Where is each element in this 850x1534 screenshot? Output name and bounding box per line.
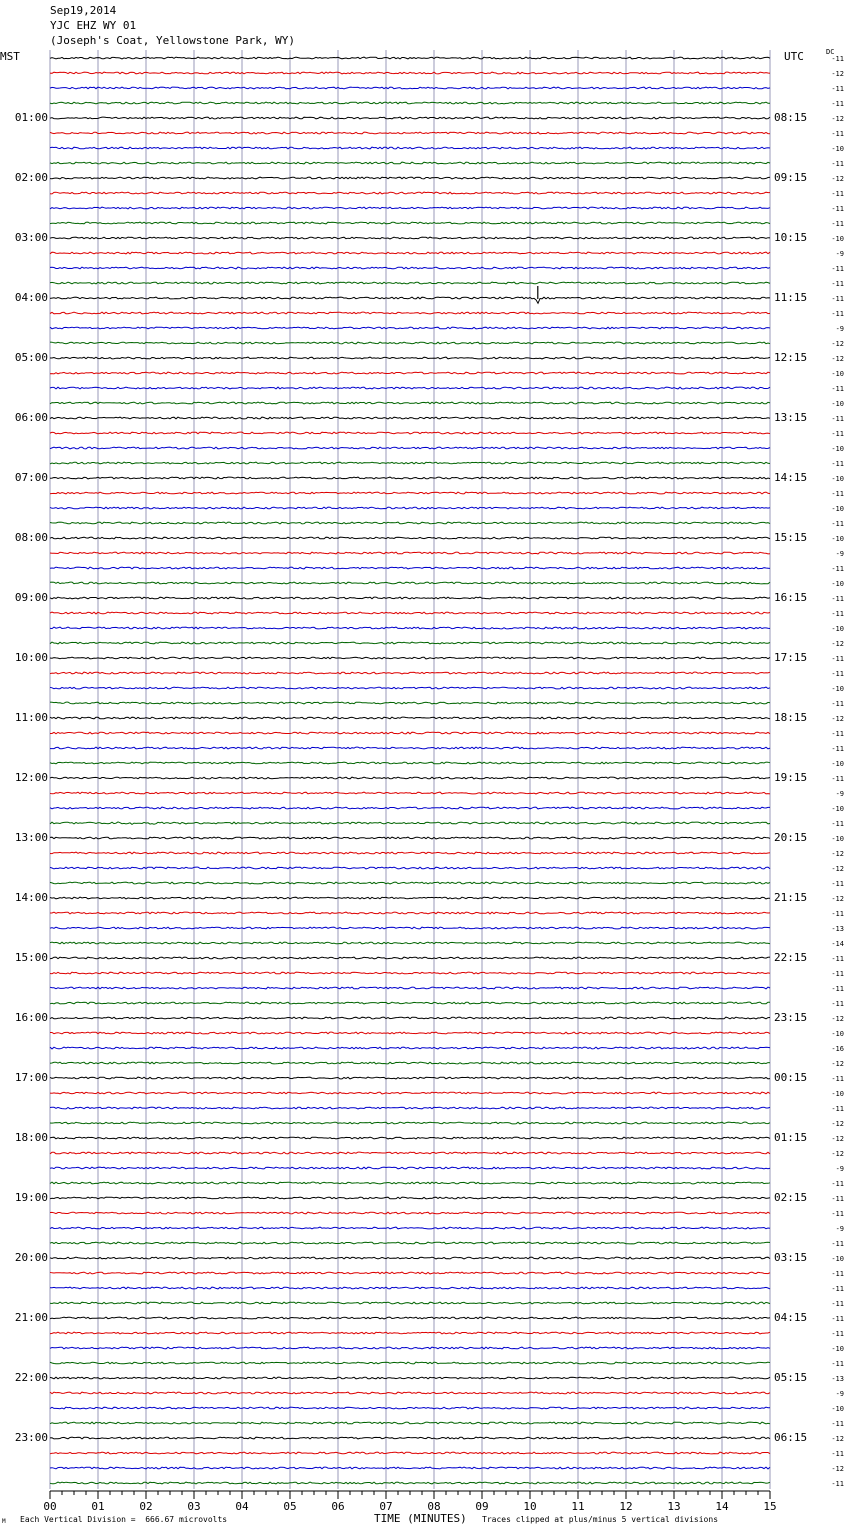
dc-offset-value: -11 <box>831 730 844 738</box>
x-tick-label: 00 <box>43 1500 57 1513</box>
dc-offset-value: -12 <box>831 640 844 648</box>
dc-offset-value: -11 <box>831 55 844 63</box>
right-hour-label: 09:15 <box>774 171 808 184</box>
seismic-traces <box>50 57 770 1484</box>
trace-row <box>50 1317 770 1319</box>
trace-row <box>50 867 770 869</box>
trace-row <box>50 1377 770 1379</box>
trace-row <box>50 567 770 569</box>
dc-offset-value: -12 <box>831 1435 844 1443</box>
dc-offset-value: -16 <box>831 1045 844 1053</box>
trace-row <box>50 1347 770 1349</box>
dc-offset-value: -11 <box>831 985 844 993</box>
trace-row <box>50 102 770 104</box>
trace-row <box>50 777 770 779</box>
dc-offset-value: -13 <box>831 1375 844 1383</box>
dc-offset-value: -12 <box>831 1465 844 1473</box>
left-hour-label: 13:00 <box>14 831 48 844</box>
trace-row <box>50 1392 770 1394</box>
dc-offset-value: -12 <box>831 850 844 858</box>
dc-offset-value: -9 <box>835 325 844 333</box>
trace-row <box>50 1062 770 1064</box>
left-hour-label: 07:00 <box>14 471 48 484</box>
left-hour-label: 02:00 <box>14 171 48 184</box>
x-axis-title: TIME (MINUTES) <box>374 1512 467 1525</box>
trace-row <box>50 1257 770 1259</box>
trace-row <box>50 507 770 509</box>
trace-row <box>50 1227 770 1229</box>
dc-offset-value: -10 <box>831 805 844 813</box>
trace-row <box>50 762 770 764</box>
dc-offset-value: -10 <box>831 1405 844 1413</box>
trace-row <box>50 627 770 629</box>
dc-offset-value: -10 <box>831 445 844 453</box>
x-tick-label: 05 <box>283 1500 297 1513</box>
dc-offset-value: -11 <box>831 775 844 783</box>
trace-row <box>50 687 770 689</box>
trace-row <box>50 177 770 179</box>
trace-row <box>50 1467 770 1469</box>
trace-row <box>50 642 770 644</box>
dc-offset-value: -11 <box>831 460 844 468</box>
dc-offset-value: -9 <box>835 1390 844 1398</box>
right-hour-label: 08:15 <box>774 111 808 124</box>
trace-row <box>50 267 770 269</box>
right-hour-label: 18:15 <box>774 711 808 724</box>
left-hour-label: 09:00 <box>14 591 48 604</box>
x-tick-label: 13 <box>667 1500 681 1513</box>
trace-row <box>50 1212 770 1214</box>
trace-row <box>50 72 770 74</box>
right-hour-label: 23:15 <box>774 1011 808 1024</box>
trace-row <box>50 1092 770 1094</box>
right-hour-label: 15:15 <box>774 531 808 544</box>
trace-row <box>50 717 770 719</box>
station-code: YJC EHZ WY 01 <box>50 19 137 32</box>
dc-offset-value: -10 <box>831 625 844 633</box>
trace-row <box>50 1437 770 1439</box>
dc-offset-value: -11 <box>831 1420 844 1428</box>
trace-row <box>50 237 770 239</box>
left-hour-label: 18:00 <box>14 1131 48 1144</box>
right-hour-label: 17:15 <box>774 651 808 664</box>
dc-offset-value: -10 <box>831 1090 844 1098</box>
station-location: (Joseph's Coat, Yellowstone Park, WY) <box>50 34 296 47</box>
right-hour-label: 03:15 <box>774 1251 808 1264</box>
trace-row <box>50 732 770 734</box>
left-hour-label: 10:00 <box>14 651 48 664</box>
x-tick-label: 09 <box>475 1500 489 1513</box>
trace-row <box>50 882 770 884</box>
dc-offset-value: -12 <box>831 70 844 78</box>
left-hour-label: 06:00 <box>14 411 48 424</box>
dc-offset-value: -11 <box>831 310 844 318</box>
trace-row <box>50 837 770 839</box>
dc-offset-value: -11 <box>831 700 844 708</box>
trace-row <box>50 192 770 194</box>
dc-offset-value: -11 <box>831 385 844 393</box>
x-tick-label: 02 <box>139 1500 153 1513</box>
trace-row <box>50 1332 770 1334</box>
trace-row <box>50 312 770 314</box>
clip-note: Traces clipped at plus/minus 5 vertical divisions <box>482 1515 719 1524</box>
x-tick-label: 11 <box>571 1500 585 1513</box>
trace-row <box>50 372 770 374</box>
trace-row <box>50 1302 770 1304</box>
trace-row <box>50 1452 770 1454</box>
dc-offset-value: -10 <box>831 370 844 378</box>
trace-row <box>50 657 770 659</box>
trace-row <box>50 222 770 224</box>
trace-row <box>50 1032 770 1034</box>
dc-offset-value: -10 <box>831 505 844 513</box>
dc-offset-value: -11 <box>831 1450 844 1458</box>
left-hour-label: 15:00 <box>14 951 48 964</box>
dc-offset-value: -9 <box>835 550 844 558</box>
trace-row <box>50 327 770 329</box>
x-tick-label: 04 <box>235 1500 249 1513</box>
trace-row <box>50 1272 770 1274</box>
left-hour-label: 08:00 <box>14 531 48 544</box>
dc-offset-value: -11 <box>831 205 844 213</box>
trace-row <box>50 942 770 944</box>
dc-offset-value: -11 <box>831 1300 844 1308</box>
trace-row <box>50 477 770 479</box>
trace-row <box>50 162 770 164</box>
dc-offset-value: -11 <box>831 160 844 168</box>
scale-note: Each Vertical Division = 666.67 microvolts <box>20 1515 228 1524</box>
dc-offset-value: -11 <box>831 295 844 303</box>
right-axis-title: UTC <box>784 50 804 63</box>
x-tick-label: 03 <box>187 1500 201 1513</box>
trace-row <box>50 807 770 809</box>
dc-title: DC <box>826 48 835 56</box>
trace-row <box>50 1167 770 1169</box>
dc-offset-value: -10 <box>831 580 844 588</box>
right-hour-label: 21:15 <box>774 891 808 904</box>
dc-offset-value: -11 <box>831 610 844 618</box>
x-tick-label: 12 <box>619 1500 633 1513</box>
dc-offset-value: -12 <box>831 865 844 873</box>
dc-offset-value: -11 <box>831 490 844 498</box>
dc-offset-value: -11 <box>831 880 844 888</box>
dc-offset-value: -12 <box>831 1135 844 1143</box>
trace-row <box>50 132 770 134</box>
dc-offset-value: -10 <box>831 1030 844 1038</box>
trace-row <box>50 297 770 303</box>
minute-grid <box>50 50 770 1489</box>
trace-row <box>50 672 770 674</box>
trace-row <box>50 147 770 149</box>
x-tick-label: 01 <box>91 1500 105 1513</box>
dc-offset-value: -12 <box>831 1015 844 1023</box>
trace-row <box>50 537 770 539</box>
right-hour-label: 11:15 <box>774 291 808 304</box>
dc-offset-value: -11 <box>831 565 844 573</box>
trace-row <box>50 207 770 209</box>
trace-row <box>50 1002 770 1004</box>
dc-offset-value: -11 <box>831 415 844 423</box>
dc-offset-value: -11 <box>831 1210 844 1218</box>
dc-offset-value: -11 <box>831 520 844 528</box>
left-hour-label: 05:00 <box>14 351 48 364</box>
dc-offset-value: -11 <box>831 100 844 108</box>
trace-row <box>50 282 770 284</box>
trace-row <box>50 1287 770 1289</box>
trace-row <box>50 117 770 119</box>
trace-row <box>50 447 770 449</box>
left-hour-label: 23:00 <box>14 1431 48 1444</box>
dc-offset-value: -11 <box>831 1315 844 1323</box>
dc-offset-value: -11 <box>831 745 844 753</box>
trace-row <box>50 972 770 974</box>
right-hour-label: 13:15 <box>774 411 808 424</box>
trace-row <box>50 522 770 524</box>
trace-row <box>50 357 770 359</box>
dc-offset-value: -11 <box>831 955 844 963</box>
dc-offset-value: -11 <box>831 1480 844 1488</box>
trace-row <box>50 1122 770 1124</box>
trace-row <box>50 822 770 825</box>
trace-row <box>50 957 770 959</box>
dc-offset-value: -13 <box>831 925 844 933</box>
trace-row <box>50 387 770 389</box>
right-hour-label: 02:15 <box>774 1191 808 1204</box>
left-hour-label: 21:00 <box>14 1311 48 1324</box>
x-tick-label: 15 <box>763 1500 777 1513</box>
trace-row <box>50 792 770 794</box>
trace-row <box>50 1362 770 1364</box>
x-tick-label: 08 <box>427 1500 441 1513</box>
trace-row <box>50 1107 770 1109</box>
trace-row <box>50 1482 770 1484</box>
dc-offset-value: -11 <box>831 655 844 663</box>
dc-offset-value: -11 <box>831 130 844 138</box>
dc-offset-value: -11 <box>831 1240 844 1248</box>
right-hour-label: 22:15 <box>774 951 808 964</box>
trace-row <box>50 702 770 704</box>
dc-offset-value: -10 <box>831 475 844 483</box>
trace-row <box>50 432 770 434</box>
dc-offset-value: -9 <box>835 1225 844 1233</box>
trace-row <box>50 897 770 899</box>
trace-row <box>50 1017 770 1019</box>
dc-offset-value: -10 <box>831 835 844 843</box>
left-hour-label: 14:00 <box>14 891 48 904</box>
trace-row <box>50 462 770 464</box>
trace-row <box>50 402 770 404</box>
trace-row <box>50 417 770 419</box>
dc-offset-value: -12 <box>831 895 844 903</box>
trace-row <box>50 912 770 914</box>
trace-row <box>50 87 770 89</box>
x-tick-label: 14 <box>715 1500 729 1513</box>
dc-offset-value: -11 <box>831 430 844 438</box>
dc-offset-value: -12 <box>831 115 844 123</box>
dc-offset-value: -11 <box>831 1330 844 1338</box>
trace-row <box>50 1077 770 1079</box>
corner-mark: M <box>2 1518 6 1525</box>
trace-row <box>50 1152 770 1154</box>
right-hour-label: 01:15 <box>774 1131 808 1144</box>
dc-offset-value: -14 <box>831 940 844 948</box>
trace-row <box>50 252 770 254</box>
dc-offset-value: -11 <box>831 595 844 603</box>
trace-row <box>50 342 770 344</box>
trace-row <box>50 747 770 749</box>
trace-row <box>50 1197 770 1199</box>
right-hour-label: 19:15 <box>774 771 808 784</box>
left-hour-label: 11:00 <box>14 711 48 724</box>
trace-row <box>50 987 770 989</box>
dc-offset-value: -11 <box>831 1180 844 1188</box>
dc-offset-value: -11 <box>831 85 844 93</box>
trace-row <box>50 927 770 929</box>
trace-row <box>50 597 770 599</box>
left-hour-label: 20:00 <box>14 1251 48 1264</box>
dc-offset-value: -12 <box>831 355 844 363</box>
left-hour-label: 01:00 <box>14 111 48 124</box>
dc-offset-value: -12 <box>831 175 844 183</box>
dc-offset-value: -12 <box>831 1150 844 1158</box>
trace-row <box>50 612 770 614</box>
dc-offset-value: -11 <box>831 1105 844 1113</box>
recording-date: Sep19,2014 <box>50 4 117 17</box>
dc-offset-value: -12 <box>831 1060 844 1068</box>
dc-offset-value: -12 <box>831 715 844 723</box>
trace-row <box>50 582 770 584</box>
x-tick-label: 06 <box>331 1500 345 1513</box>
left-hour-label: 03:00 <box>14 231 48 244</box>
trace-row <box>50 552 770 554</box>
right-hour-label: 06:15 <box>774 1431 808 1444</box>
trace-row <box>50 1137 770 1139</box>
dc-offset-value: -11 <box>831 1195 844 1203</box>
dc-offset-value: -11 <box>831 280 844 288</box>
right-hour-label: 05:15 <box>774 1371 808 1384</box>
right-hour-label: 10:15 <box>774 231 808 244</box>
dc-offset-value: -10 <box>831 1345 844 1353</box>
dc-offset-value: -11 <box>831 970 844 978</box>
dc-offset-value: -10 <box>831 145 844 153</box>
dc-offset-value: -9 <box>835 790 844 798</box>
dc-offset-value: -11 <box>831 1270 844 1278</box>
dc-offset-value: -10 <box>831 535 844 543</box>
dc-offset-value: -11 <box>831 820 844 828</box>
dc-offset-value: -11 <box>831 1075 844 1083</box>
trace-row <box>50 492 770 494</box>
left-hour-label: 12:00 <box>14 771 48 784</box>
dc-offset-value: -11 <box>831 190 844 198</box>
trace-row <box>50 1047 770 1049</box>
dc-offset-value: -11 <box>831 1285 844 1293</box>
right-hour-label: 20:15 <box>774 831 808 844</box>
dc-offset-value: -11 <box>831 220 844 228</box>
left-hour-label: 17:00 <box>14 1071 48 1084</box>
right-hour-label: 16:15 <box>774 591 808 604</box>
trace-row <box>50 1422 770 1424</box>
time-axis <box>43 1491 776 1513</box>
dc-offset-value: -10 <box>831 1255 844 1263</box>
dc-offset-value: -11 <box>831 265 844 273</box>
dc-offset-value: -11 <box>831 670 844 678</box>
dc-offset-value: -11 <box>831 910 844 918</box>
right-hour-label: 14:15 <box>774 471 808 484</box>
left-hour-label: 16:00 <box>14 1011 48 1024</box>
left-axis-title: MST <box>0 50 20 63</box>
left-hour-label: 04:00 <box>14 291 48 304</box>
left-hour-label: 22:00 <box>14 1371 48 1384</box>
trace-row <box>50 57 770 59</box>
right-hour-label: 04:15 <box>774 1311 808 1324</box>
left-hour-label: 19:00 <box>14 1191 48 1204</box>
dc-offset-value: -9 <box>835 250 844 258</box>
trace-row <box>50 1407 770 1409</box>
trace-row <box>50 852 770 854</box>
dc-offset-value: -10 <box>831 685 844 693</box>
trace-row <box>50 1182 770 1184</box>
dc-offset-value: -12 <box>831 1120 844 1128</box>
trace-row <box>50 1242 770 1244</box>
dc-offset-value: -10 <box>831 760 844 768</box>
dc-offset-value: -11 <box>831 1000 844 1008</box>
right-hour-label: 00:15 <box>774 1071 808 1084</box>
dc-offset-value: -12 <box>831 340 844 348</box>
dc-offset-value: -10 <box>831 235 844 243</box>
dc-offset-value: -11 <box>831 1360 844 1368</box>
right-hour-label: 12:15 <box>774 351 808 364</box>
x-tick-label: 10 <box>523 1500 537 1513</box>
x-tick-label: 07 <box>379 1500 393 1513</box>
dc-offset-value: -10 <box>831 400 844 408</box>
dc-offset-value: -9 <box>835 1165 844 1173</box>
